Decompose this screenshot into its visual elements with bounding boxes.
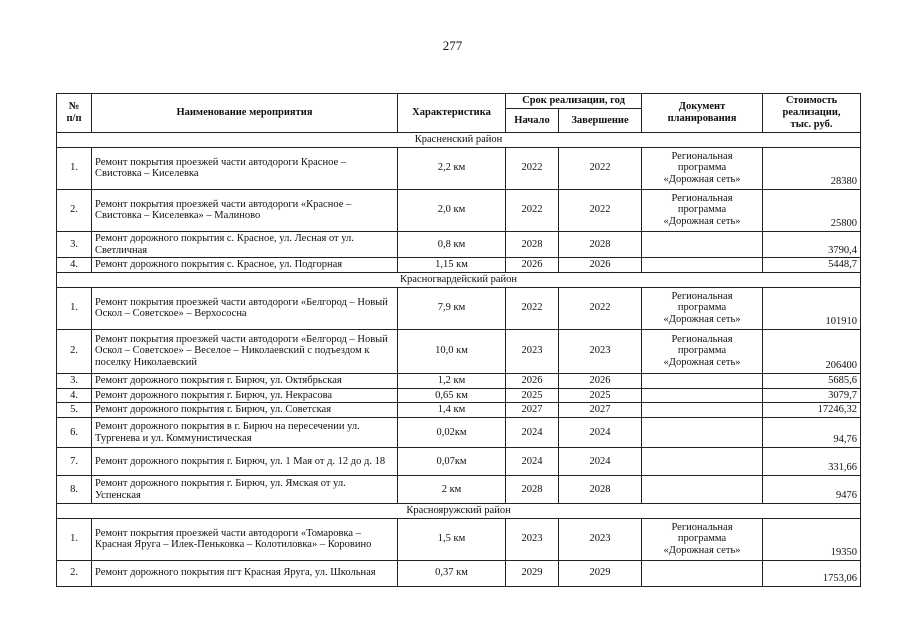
table-row [57,373,861,388]
row-name: Ремонт дорожного покрытия г. Бирюч, ул. Октябрьская [92,373,398,388]
row-name: Ремонт покрытия проезжей части автодороги «Томаровка – Красная Яруга – Илек-Пеньковка – Колотиловка» – Коровино [92,518,398,560]
row-end-year: 2028 [559,231,642,258]
table-row [57,418,861,448]
table-row [57,231,861,258]
row-name: Ремонт дорожного покрытия пгт Красная Яруга, ул. Школьная [92,560,398,586]
row-number: 1. [57,147,92,189]
row-name: Ремонт дорожного покрытия г. Бирюч, ул. 1 Мая от д. 12 до д. 18 [92,448,398,476]
row-start-year: 2024 [506,448,559,476]
row-start-year: 2027 [506,403,559,418]
row-document: Региональная программа «Дорожная сеть» [642,189,763,231]
row-document [642,388,763,403]
district-name: Краснояружский район [57,504,861,519]
row-characteristic: 0,07км [398,448,506,476]
row-document [642,231,763,258]
row-start-year: 2022 [506,147,559,189]
row-document [642,403,763,418]
row-characteristic: 1,4 км [398,403,506,418]
district-row [57,133,861,148]
row-characteristic: 1,2 км [398,373,506,388]
row-document [642,373,763,388]
row-document: Региональная программа «Дорожная сеть» [642,329,763,373]
row-number: 2. [57,560,92,586]
row-number: 8. [57,476,92,504]
row-start-year: 2028 [506,476,559,504]
row-start-year: 2022 [506,287,559,329]
row-number: 3. [57,373,92,388]
table-body [57,133,861,587]
row-number: 2. [57,329,92,373]
row-number: 1. [57,287,92,329]
table-row [57,476,861,504]
header-start: Начало [506,109,559,133]
row-characteristic: 0,37 км [398,560,506,586]
row-name: Ремонт дорожного покрытия г. Бирюч, ул. Ямская от ул. Успенская [92,476,398,504]
row-end-year: 2022 [559,189,642,231]
row-characteristic: 2 км [398,476,506,504]
row-number: 1. [57,518,92,560]
row-document [642,560,763,586]
row-characteristic: 0,02км [398,418,506,448]
table-row [57,448,861,476]
row-name: Ремонт дорожного покрытия с. Красное, ул. Лесная от ул. Светличная [92,231,398,258]
row-start-year: 2023 [506,329,559,373]
header-num: № п/п [57,94,92,133]
row-cost: 17246,32 [763,403,861,418]
row-start-year: 2028 [506,231,559,258]
row-start-year: 2022 [506,189,559,231]
header-name: Наименование мероприятия [92,94,398,133]
district-row [57,273,861,288]
header-period: Срок реализации, год [506,94,642,109]
row-cost: 25800 [763,189,861,231]
district-name: Красненский район [57,133,861,148]
row-start-year: 2029 [506,560,559,586]
district-row [57,504,861,519]
row-end-year: 2023 [559,329,642,373]
row-end-year: 2027 [559,403,642,418]
table-row [57,287,861,329]
table-row [57,560,861,586]
row-cost: 9476 [763,476,861,504]
row-name: Ремонт дорожного покрытия г. Бирюч, ул. Советская [92,403,398,418]
table-row [57,518,861,560]
header-document: Документ планирования [642,94,763,133]
header-characteristic: Характеристика [398,94,506,133]
row-end-year: 2026 [559,258,642,273]
row-name: Ремонт покрытия проезжей части автодороги «Белгород – Новый Оскол – Советское» – Верхососна [92,287,398,329]
row-name: Ремонт покрытия проезжей части автодороги «Белгород – Новый Оскол – Советское» – Веселое – Николаевский с подъездом к поселку Николаевский [92,329,398,373]
row-number: 5. [57,403,92,418]
row-end-year: 2022 [559,147,642,189]
row-cost: 1753,06 [763,560,861,586]
table-row [57,258,861,273]
row-start-year: 2023 [506,518,559,560]
row-end-year: 2025 [559,388,642,403]
row-name: Ремонт покрытия проезжей части автодороги Красное – Свистовка – Киселевка [92,147,398,189]
row-document: Региональная программа «Дорожная сеть» [642,287,763,329]
row-name: Ремонт дорожного покрытия г. Бирюч, ул. Некрасова [92,388,398,403]
row-characteristic: 10,0 км [398,329,506,373]
row-cost: 5685,6 [763,373,861,388]
row-start-year: 2024 [506,418,559,448]
row-start-year: 2026 [506,373,559,388]
row-cost: 101910 [763,287,861,329]
row-number: 4. [57,258,92,273]
table-row [57,189,861,231]
row-number: 7. [57,448,92,476]
row-end-year: 2022 [559,287,642,329]
row-cost: 94,76 [763,418,861,448]
row-characteristic: 0,65 км [398,388,506,403]
row-characteristic: 1,15 км [398,258,506,273]
row-name: Ремонт покрытия проезжей части автодороги «Красное – Свистовка – Киселевка» – Малиново [92,189,398,231]
row-end-year: 2024 [559,418,642,448]
row-cost: 5448,7 [763,258,861,273]
row-end-year: 2024 [559,448,642,476]
row-characteristic: 2,2 км [398,147,506,189]
row-name: Ремонт дорожного покрытия в г. Бирюч на пересечении ул. Тургенева и ул. Коммунистическая [92,418,398,448]
row-number: 6. [57,418,92,448]
road-repair-table [56,93,861,587]
table-row [57,147,861,189]
table-row [57,329,861,373]
row-characteristic: 7,9 км [398,287,506,329]
row-number: 4. [57,388,92,403]
row-document [642,448,763,476]
row-name: Ремонт дорожного покрытия с. Красное, ул. Подгорная [92,258,398,273]
district-name: Красногвардейский район [57,273,861,288]
row-cost: 28380 [763,147,861,189]
header-end: Завершение [559,109,642,133]
row-document [642,476,763,504]
row-document: Региональная программа «Дорожная сеть» [642,147,763,189]
row-cost: 3079,7 [763,388,861,403]
row-start-year: 2026 [506,258,559,273]
row-end-year: 2028 [559,476,642,504]
page-number: 277 [442,38,463,53]
row-start-year: 2025 [506,388,559,403]
table-row [57,403,861,418]
row-cost: 19350 [763,518,861,560]
row-cost: 331,66 [763,448,861,476]
row-document: Региональная программа «Дорожная сеть» [642,518,763,560]
row-characteristic: 0,8 км [398,231,506,258]
row-cost: 3790,4 [763,231,861,258]
table-row [57,388,861,403]
row-document [642,258,763,273]
row-end-year: 2023 [559,518,642,560]
row-end-year: 2026 [559,373,642,388]
row-document [642,418,763,448]
row-cost: 206400 [763,329,861,373]
row-characteristic: 1,5 км [398,518,506,560]
row-end-year: 2029 [559,560,642,586]
row-number: 3. [57,231,92,258]
row-characteristic: 2,0 км [398,189,506,231]
row-number: 2. [57,189,92,231]
header-cost: Стоимость реализации, тыс. руб. [763,94,861,133]
